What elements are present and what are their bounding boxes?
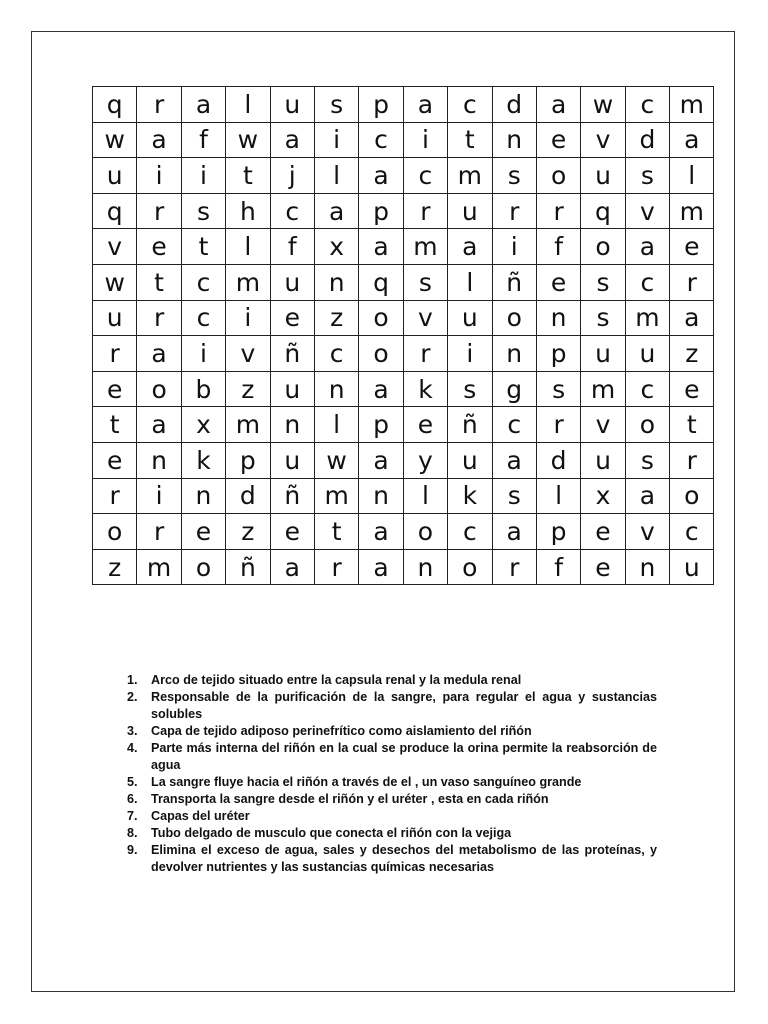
grid-cell: a bbox=[359, 158, 403, 194]
grid-cell: k bbox=[448, 478, 492, 514]
clue-text: Responsable de la purificación de la sangre, para regular el agua y sustancias solubles bbox=[151, 690, 657, 721]
grid-cell: r bbox=[137, 193, 181, 229]
grid-cell: t bbox=[670, 407, 714, 443]
grid-cell: v bbox=[581, 122, 625, 158]
grid-cell: q bbox=[359, 264, 403, 300]
clue-text: Transporta la sangre desde el riñón y el uréter , esta en cada riñón bbox=[151, 792, 549, 806]
grid-cell: d bbox=[492, 87, 536, 123]
grid-cell: c bbox=[625, 87, 669, 123]
grid-cell: k bbox=[403, 371, 447, 407]
clue-text: Tubo delgado de musculo que conecta el riñón con la vejiga bbox=[151, 826, 512, 840]
grid-cell: m bbox=[226, 407, 270, 443]
grid-cell: d bbox=[226, 478, 270, 514]
grid-cell: l bbox=[314, 158, 358, 194]
grid-cell: i bbox=[137, 478, 181, 514]
grid-cell: a bbox=[536, 87, 580, 123]
grid-row bbox=[93, 478, 714, 514]
grid-cell: t bbox=[137, 264, 181, 300]
grid-cell: n bbox=[492, 336, 536, 372]
grid-cell: s bbox=[625, 442, 669, 478]
grid-cell: r bbox=[137, 514, 181, 550]
grid-cell: r bbox=[670, 264, 714, 300]
grid-cell: w bbox=[581, 87, 625, 123]
clue-number: 4. bbox=[127, 741, 138, 755]
grid-cell: s bbox=[403, 264, 447, 300]
grid-cell: o bbox=[448, 549, 492, 585]
grid-cell: e bbox=[536, 122, 580, 158]
grid-row bbox=[93, 158, 714, 194]
grid-cell: k bbox=[181, 442, 225, 478]
grid-cell: o bbox=[625, 407, 669, 443]
grid-cell: u bbox=[581, 158, 625, 194]
grid-cell: m bbox=[226, 264, 270, 300]
grid-cell: q bbox=[93, 87, 137, 123]
grid-cell: a bbox=[492, 514, 536, 550]
grid-cell: a bbox=[314, 193, 358, 229]
grid-cell: d bbox=[536, 442, 580, 478]
grid-cell: i bbox=[314, 122, 358, 158]
grid-cell: i bbox=[492, 229, 536, 265]
grid-row bbox=[93, 193, 714, 229]
grid-cell: r bbox=[137, 87, 181, 123]
grid-cell: r bbox=[403, 193, 447, 229]
clue-list bbox=[127, 672, 657, 876]
grid-cell: z bbox=[226, 371, 270, 407]
grid-cell: r bbox=[403, 336, 447, 372]
grid-cell: a bbox=[270, 549, 314, 585]
clue-text: Parte más interna del riñón en la cual se produce la orina permite la reabsorción de agua bbox=[151, 741, 657, 772]
grid-cell: l bbox=[670, 158, 714, 194]
grid-cell: w bbox=[314, 442, 358, 478]
grid-cell: w bbox=[93, 122, 137, 158]
grid-cell: a bbox=[403, 87, 447, 123]
clue-item bbox=[127, 672, 657, 689]
clue-number: 9. bbox=[127, 843, 138, 857]
grid-cell: o bbox=[581, 229, 625, 265]
grid-cell: o bbox=[670, 478, 714, 514]
grid-cell: a bbox=[359, 514, 403, 550]
grid-cell: o bbox=[181, 549, 225, 585]
grid-cell: s bbox=[448, 371, 492, 407]
grid-cell: t bbox=[448, 122, 492, 158]
grid-cell: p bbox=[536, 514, 580, 550]
grid-cell: e bbox=[93, 442, 137, 478]
grid-cell: t bbox=[93, 407, 137, 443]
grid-cell: e bbox=[536, 264, 580, 300]
grid-cell: m bbox=[314, 478, 358, 514]
grid-cell: ñ bbox=[226, 549, 270, 585]
grid-cell: r bbox=[536, 193, 580, 229]
grid-cell: v bbox=[625, 514, 669, 550]
grid-cell: s bbox=[625, 158, 669, 194]
clue-number: 1. bbox=[127, 673, 138, 687]
clue-item bbox=[127, 825, 657, 842]
clue-number: 6. bbox=[127, 792, 138, 806]
grid-cell: f bbox=[536, 549, 580, 585]
clue-text: Arco de tejido situado entre la capsula renal y la medula renal bbox=[151, 673, 522, 687]
grid-cell: c bbox=[270, 193, 314, 229]
grid-cell: h bbox=[226, 193, 270, 229]
grid-cell: i bbox=[181, 336, 225, 372]
clue-text: Elimina el exceso de agua, sales y desechos del metabolismo de las proteínas, y devolver nutrientes y las sustancias químicas necesarias bbox=[151, 843, 657, 874]
grid-cell: e bbox=[181, 514, 225, 550]
grid-cell: m bbox=[625, 300, 669, 336]
grid-cell: l bbox=[448, 264, 492, 300]
grid-cell: m bbox=[403, 229, 447, 265]
clue-item bbox=[127, 740, 657, 774]
clue-number: 3. bbox=[127, 724, 138, 738]
grid-cell: c bbox=[625, 264, 669, 300]
grid-cell: l bbox=[226, 229, 270, 265]
grid-cell: a bbox=[670, 122, 714, 158]
grid-cell: a bbox=[137, 336, 181, 372]
grid-cell: q bbox=[93, 193, 137, 229]
grid-cell: l bbox=[403, 478, 447, 514]
grid-cell: n bbox=[137, 442, 181, 478]
grid-cell: i bbox=[137, 158, 181, 194]
grid-row bbox=[93, 442, 714, 478]
grid-cell: c bbox=[403, 158, 447, 194]
grid-cell: s bbox=[314, 87, 358, 123]
grid-cell: e bbox=[581, 549, 625, 585]
grid-row bbox=[93, 549, 714, 585]
grid-cell: i bbox=[403, 122, 447, 158]
grid-cell: o bbox=[403, 514, 447, 550]
grid-cell: c bbox=[181, 264, 225, 300]
clue-text: Capa de tejido adiposo perinefrítico como aislamiento del riñón bbox=[151, 724, 532, 738]
grid-row bbox=[93, 300, 714, 336]
clue-item bbox=[127, 842, 657, 876]
grid-cell: a bbox=[137, 407, 181, 443]
grid-cell: u bbox=[93, 300, 137, 336]
grid-cell: a bbox=[448, 229, 492, 265]
grid-cell: e bbox=[403, 407, 447, 443]
grid-cell: t bbox=[181, 229, 225, 265]
grid-cell: r bbox=[492, 193, 536, 229]
clue-text: Capas del uréter bbox=[151, 809, 250, 823]
grid-cell: a bbox=[359, 442, 403, 478]
grid-cell: x bbox=[314, 229, 358, 265]
grid-cell: f bbox=[536, 229, 580, 265]
grid-cell: ñ bbox=[270, 336, 314, 372]
grid-cell: u bbox=[270, 87, 314, 123]
grid-cell: o bbox=[536, 158, 580, 194]
grid-cell: e bbox=[137, 229, 181, 265]
grid-cell: a bbox=[625, 478, 669, 514]
grid-cell: r bbox=[314, 549, 358, 585]
grid-cell: e bbox=[93, 371, 137, 407]
grid-cell: o bbox=[359, 300, 403, 336]
grid-cell: u bbox=[448, 300, 492, 336]
clue-number: 7. bbox=[127, 809, 138, 823]
grid-cell: e bbox=[670, 371, 714, 407]
grid-cell: i bbox=[181, 158, 225, 194]
grid-cell: m bbox=[670, 193, 714, 229]
grid-cell: r bbox=[492, 549, 536, 585]
grid-cell: r bbox=[670, 442, 714, 478]
grid-cell: z bbox=[93, 549, 137, 585]
grid-cell: v bbox=[93, 229, 137, 265]
grid-cell: u bbox=[270, 371, 314, 407]
grid-cell: m bbox=[448, 158, 492, 194]
grid-cell: w bbox=[226, 122, 270, 158]
grid-cell: u bbox=[270, 442, 314, 478]
grid-cell: r bbox=[137, 300, 181, 336]
grid-cell: v bbox=[226, 336, 270, 372]
grid-cell: o bbox=[137, 371, 181, 407]
grid-cell: c bbox=[181, 300, 225, 336]
grid-cell: v bbox=[625, 193, 669, 229]
grid-cell: m bbox=[581, 371, 625, 407]
grid-cell: u bbox=[581, 336, 625, 372]
clue-item bbox=[127, 723, 657, 740]
grid-cell: c bbox=[359, 122, 403, 158]
grid-cell: a bbox=[625, 229, 669, 265]
grid-cell: e bbox=[581, 514, 625, 550]
grid-cell: r bbox=[536, 407, 580, 443]
grid-cell: c bbox=[492, 407, 536, 443]
grid-cell: c bbox=[448, 87, 492, 123]
grid-cell: c bbox=[625, 371, 669, 407]
clue-item bbox=[127, 791, 657, 808]
grid-cell: c bbox=[448, 514, 492, 550]
grid-cell: n bbox=[403, 549, 447, 585]
grid-cell: m bbox=[137, 549, 181, 585]
grid-cell: a bbox=[492, 442, 536, 478]
grid-cell: a bbox=[181, 87, 225, 123]
grid-cell: c bbox=[670, 514, 714, 550]
grid-cell: y bbox=[403, 442, 447, 478]
grid-cell: l bbox=[226, 87, 270, 123]
grid-row bbox=[93, 122, 714, 158]
grid-cell: a bbox=[359, 229, 403, 265]
grid-cell: e bbox=[670, 229, 714, 265]
grid-cell: s bbox=[536, 371, 580, 407]
clue-item bbox=[127, 689, 657, 723]
grid-cell: s bbox=[581, 300, 625, 336]
grid-cell: a bbox=[137, 122, 181, 158]
grid-cell: e bbox=[270, 514, 314, 550]
grid-cell: a bbox=[359, 549, 403, 585]
grid-cell: j bbox=[270, 158, 314, 194]
grid-cell: l bbox=[536, 478, 580, 514]
word-search-grid bbox=[92, 86, 714, 585]
grid-row bbox=[93, 407, 714, 443]
grid-cell: n bbox=[492, 122, 536, 158]
grid-cell: n bbox=[536, 300, 580, 336]
grid-cell: f bbox=[181, 122, 225, 158]
grid-cell: p bbox=[359, 87, 403, 123]
grid-cell: z bbox=[226, 514, 270, 550]
grid-cell: d bbox=[625, 122, 669, 158]
grid-cell: x bbox=[581, 478, 625, 514]
grid-cell: f bbox=[270, 229, 314, 265]
grid-cell: z bbox=[670, 336, 714, 372]
grid-cell: s bbox=[492, 478, 536, 514]
grid-row bbox=[93, 87, 714, 123]
grid-cell: ñ bbox=[492, 264, 536, 300]
grid-row bbox=[93, 229, 714, 265]
grid-row bbox=[93, 371, 714, 407]
grid-cell: i bbox=[448, 336, 492, 372]
grid-cell: s bbox=[492, 158, 536, 194]
clue-number: 5. bbox=[127, 775, 138, 789]
grid-cell: a bbox=[670, 300, 714, 336]
grid-cell: ñ bbox=[448, 407, 492, 443]
grid-cell: m bbox=[670, 87, 714, 123]
grid-cell: t bbox=[226, 158, 270, 194]
clue-text: La sangre fluye hacia el riñón a través de el , un vaso sanguíneo grande bbox=[151, 775, 582, 789]
grid-cell: n bbox=[625, 549, 669, 585]
grid-cell: r bbox=[93, 478, 137, 514]
grid-cell: n bbox=[314, 264, 358, 300]
grid-cell: n bbox=[314, 371, 358, 407]
clue-number: 8. bbox=[127, 826, 138, 840]
grid-cell: w bbox=[93, 264, 137, 300]
grid-cell: i bbox=[226, 300, 270, 336]
grid-cell: p bbox=[359, 193, 403, 229]
grid-cell: o bbox=[359, 336, 403, 372]
grid-row bbox=[93, 264, 714, 300]
grid-row bbox=[93, 336, 714, 372]
grid-cell: u bbox=[270, 264, 314, 300]
grid-cell: ñ bbox=[270, 478, 314, 514]
grid-cell: n bbox=[270, 407, 314, 443]
grid-cell: g bbox=[492, 371, 536, 407]
clue-number: 2. bbox=[127, 690, 138, 704]
grid-cell: u bbox=[448, 442, 492, 478]
grid-cell: q bbox=[581, 193, 625, 229]
grid-cell: n bbox=[181, 478, 225, 514]
grid-cell: o bbox=[93, 514, 137, 550]
grid-cell: b bbox=[181, 371, 225, 407]
grid-cell: p bbox=[359, 407, 403, 443]
grid-cell: v bbox=[403, 300, 447, 336]
grid-cell: l bbox=[314, 407, 358, 443]
clue-item bbox=[127, 774, 657, 791]
grid-cell: u bbox=[670, 549, 714, 585]
grid-cell: o bbox=[492, 300, 536, 336]
grid-cell: t bbox=[314, 514, 358, 550]
grid-cell: v bbox=[581, 407, 625, 443]
grid-cell: u bbox=[93, 158, 137, 194]
clue-item bbox=[127, 808, 657, 825]
grid-cell: s bbox=[581, 264, 625, 300]
grid-cell: r bbox=[93, 336, 137, 372]
grid-cell: a bbox=[270, 122, 314, 158]
grid-cell: x bbox=[181, 407, 225, 443]
grid-cell: u bbox=[448, 193, 492, 229]
grid-cell: p bbox=[226, 442, 270, 478]
grid-cell: u bbox=[581, 442, 625, 478]
grid-cell: e bbox=[270, 300, 314, 336]
grid-cell: s bbox=[181, 193, 225, 229]
grid-cell: c bbox=[314, 336, 358, 372]
grid-cell: z bbox=[314, 300, 358, 336]
grid-cell: a bbox=[359, 371, 403, 407]
grid-cell: p bbox=[536, 336, 580, 372]
grid-cell: n bbox=[359, 478, 403, 514]
grid-cell: u bbox=[625, 336, 669, 372]
grid-row bbox=[93, 514, 714, 550]
